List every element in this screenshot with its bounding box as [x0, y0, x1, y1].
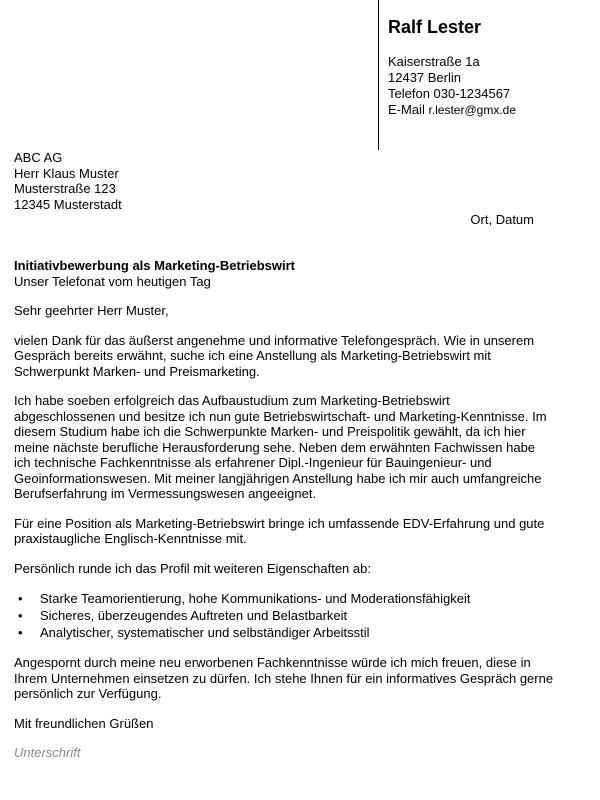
bullet-icon: •: [18, 625, 23, 640]
list-item-text: Starke Teamorientierung, hohe Kommunikations- und Moderationsfähigkeit: [40, 591, 471, 606]
sender-street: Kaiserstraße 1a: [388, 54, 480, 69]
sender-phone: Telefon 030-1234567: [388, 86, 511, 101]
spacer: [14, 641, 554, 655]
list-item-text: Sicheres, überzeugendes Auftreten und Belastbarkeit: [40, 608, 348, 623]
signature-placeholder: Unterschrift: [14, 745, 81, 760]
paragraph-qualifications: Ich habe soeben erfolgreich das Aufbaustudium zum Marketing-Betriebswirt abgeschlossenen und besitze ich nun gute Betriebswirtschaft- und Marketing-Kenntnisse. Im diesem Studium habe ich die Schwerpunkte Marken- und Preispolitik gewählt, da ich hier meine nächste berufliche Herausforderung sehe. Neben dem erwähnten Fachwissen habe ich technische Fachkenntnisse als erfahrener Dipl.-Ingenieur für Bauingenieur- und Geoinformationswesen. Mit meiner langjährigen Anstellung habe ich mir auch umfangreiche Berufserfahrung im Vermessungswesen angeeignet.: [14, 393, 547, 501]
paragraph-profile: Persönlich runde ich das Profil mit weiteren Eigenschaften ab:: [14, 560, 371, 576]
recipient-block: [14, 150, 314, 212]
sender-city: 12437 Berlin: [388, 70, 461, 85]
sender-email: r.lester@gmx.de: [428, 103, 516, 117]
sender-email-line: [388, 102, 593, 118]
paragraph-intro: vielen Dank für das äußerst angenehme und informative Telefongespräch. Wie in unserem Gespräch bereits erwähnt, suche ich eine Anstellung als Marketing-Betriebswirt mit Schwerpunkt Marken- und Preismarketing.: [14, 332, 535, 379]
subject-line: Initiativbewerbung als Marketing-Betriebswirt: [14, 258, 295, 273]
paragraph-closing: Angespornt durch meine neu erworbenen Fachkenntnisse würde ich mich freuen, diese in Ihrem Unternehmen einsetzen zu dürfen. Ich stehe Ihnen für ein informatives Gespräch gerne persönlich zur Verfügung.: [14, 655, 554, 701]
spacer: [14, 289, 554, 303]
letter-body: [14, 258, 554, 761]
list-item-text: Analytischer, systematischer und selbständiger Arbeitsstil: [40, 625, 370, 640]
bullet-icon: •: [18, 608, 23, 623]
spacer: [14, 319, 554, 333]
closing-greeting: Mit freundlichen Grüßen: [14, 715, 154, 731]
spacer: [14, 379, 554, 393]
bullet-icon: •: [18, 591, 23, 606]
salutation: Sehr geehrter Herr Muster,: [14, 303, 169, 318]
paragraph-skills: Für eine Position als Marketing-Betriebswirt bringe ich umfassende EDV-Erfahrung und gute praxistaugliche Englisch-Kenntnisse mit.: [14, 515, 545, 546]
spacer: [14, 702, 554, 716]
recipient-contact: Herr Klaus Muster: [14, 165, 119, 181]
trait-list: [14, 590, 554, 641]
spacer: [14, 547, 554, 561]
recipient-company: ABC AG: [14, 150, 63, 165]
sender-name: Ralf Lester: [388, 17, 482, 37]
date-line: Ort, Datum: [470, 212, 534, 227]
spacer: [14, 576, 554, 590]
list-item: [14, 607, 554, 624]
recipient-city: 12345 Musterstadt: [14, 196, 122, 212]
spacer: [14, 502, 554, 516]
list-item: [14, 624, 554, 641]
list-item: [14, 590, 554, 607]
header-divider: [378, 0, 379, 150]
spacer: [14, 731, 554, 745]
sender-email-label: E-Mail: [388, 102, 429, 117]
sender-block: [388, 14, 593, 118]
recipient-street: Musterstraße 123: [14, 181, 116, 196]
reference-line: Unser Telefonat vom heutigen Tag: [14, 273, 211, 289]
